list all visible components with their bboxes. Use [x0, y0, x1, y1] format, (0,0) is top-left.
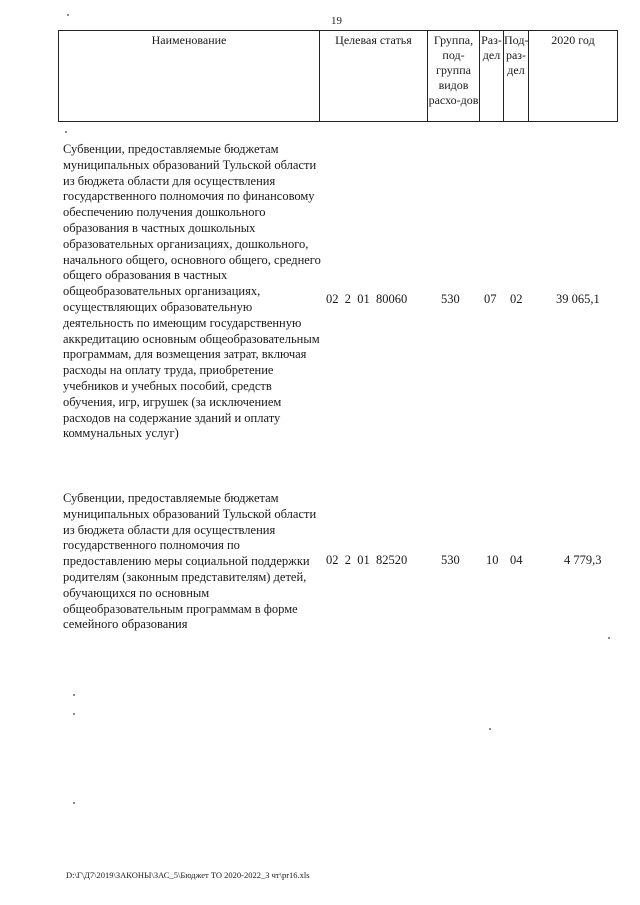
header-group: Группа, под-группа видов расхо-дов — [428, 31, 480, 121]
row-1-group: 530 — [441, 292, 460, 306]
row-1-subsection: 02 — [510, 292, 523, 306]
scan-speck — [73, 802, 75, 804]
row-2-subsection: 04 — [510, 553, 523, 567]
row-1-section: 07 — [484, 292, 497, 306]
row-2-section: 10 — [486, 553, 499, 567]
header-name: Наименование — [59, 31, 320, 121]
scan-speck — [73, 713, 75, 715]
scan-speck — [489, 728, 491, 730]
row-1-amount: 39 065,1 — [556, 292, 600, 306]
scan-speck — [73, 694, 75, 696]
row-2-target: 02 2 01 82520 — [326, 553, 408, 567]
header-year: 2020 год — [551, 33, 595, 47]
page-number: 19 — [331, 15, 342, 27]
header-section: Раз-дел — [480, 31, 504, 121]
file-path-footer: D:\Г\Д7\2019\ЗАКОНЫ\ЗАС_5\Бюджет ТО 2020-2022_3 чт\pr16.xls — [66, 870, 310, 880]
row-2-amount: 4 779,3 — [564, 553, 602, 567]
header-target: Целевая статья — [320, 31, 428, 121]
header-subsection: Под-раз-дел — [504, 31, 529, 121]
scan-speck — [67, 14, 69, 16]
table-header — [58, 30, 618, 122]
row-2-name: Субвенции, предоставляемые бюджетам муниципальных образований Тульской области из бюджета области для осуществления государственного полномочия по предоставлению меры социальной поддержки родителям (законным представителям) детей, обучающихся по основным общеобразовательным программам в форме семейного образования — [63, 491, 317, 632]
scan-speck — [608, 637, 610, 639]
row-1-name: Субвенции, предоставляемые бюджетам муниципальных образований Тульской области из бюджета области для осуществления государственного полномочия по финансовому обеспечению получения дошкольного образования в частных дошкольных образовательных организациях, дошкольного, начального общего, основного общего, среднего общего образования в частных общеобразовательных организациях, осуществляющих образовательную деятельность по имеющим государственную аккредитацию основным общеобразовательным программам, для возмещения затрат, включая расходы на оплату труда, приобретение учебников и учебных пособий, средств обучения, игр, игрушек (за исключением расходов на содержание зданий и оплату коммунальных услуг) — [63, 142, 321, 441]
scan-speck — [65, 131, 67, 133]
row-2-group: 530 — [441, 553, 460, 567]
row-1-target: 02 2 01 80060 — [326, 292, 408, 306]
